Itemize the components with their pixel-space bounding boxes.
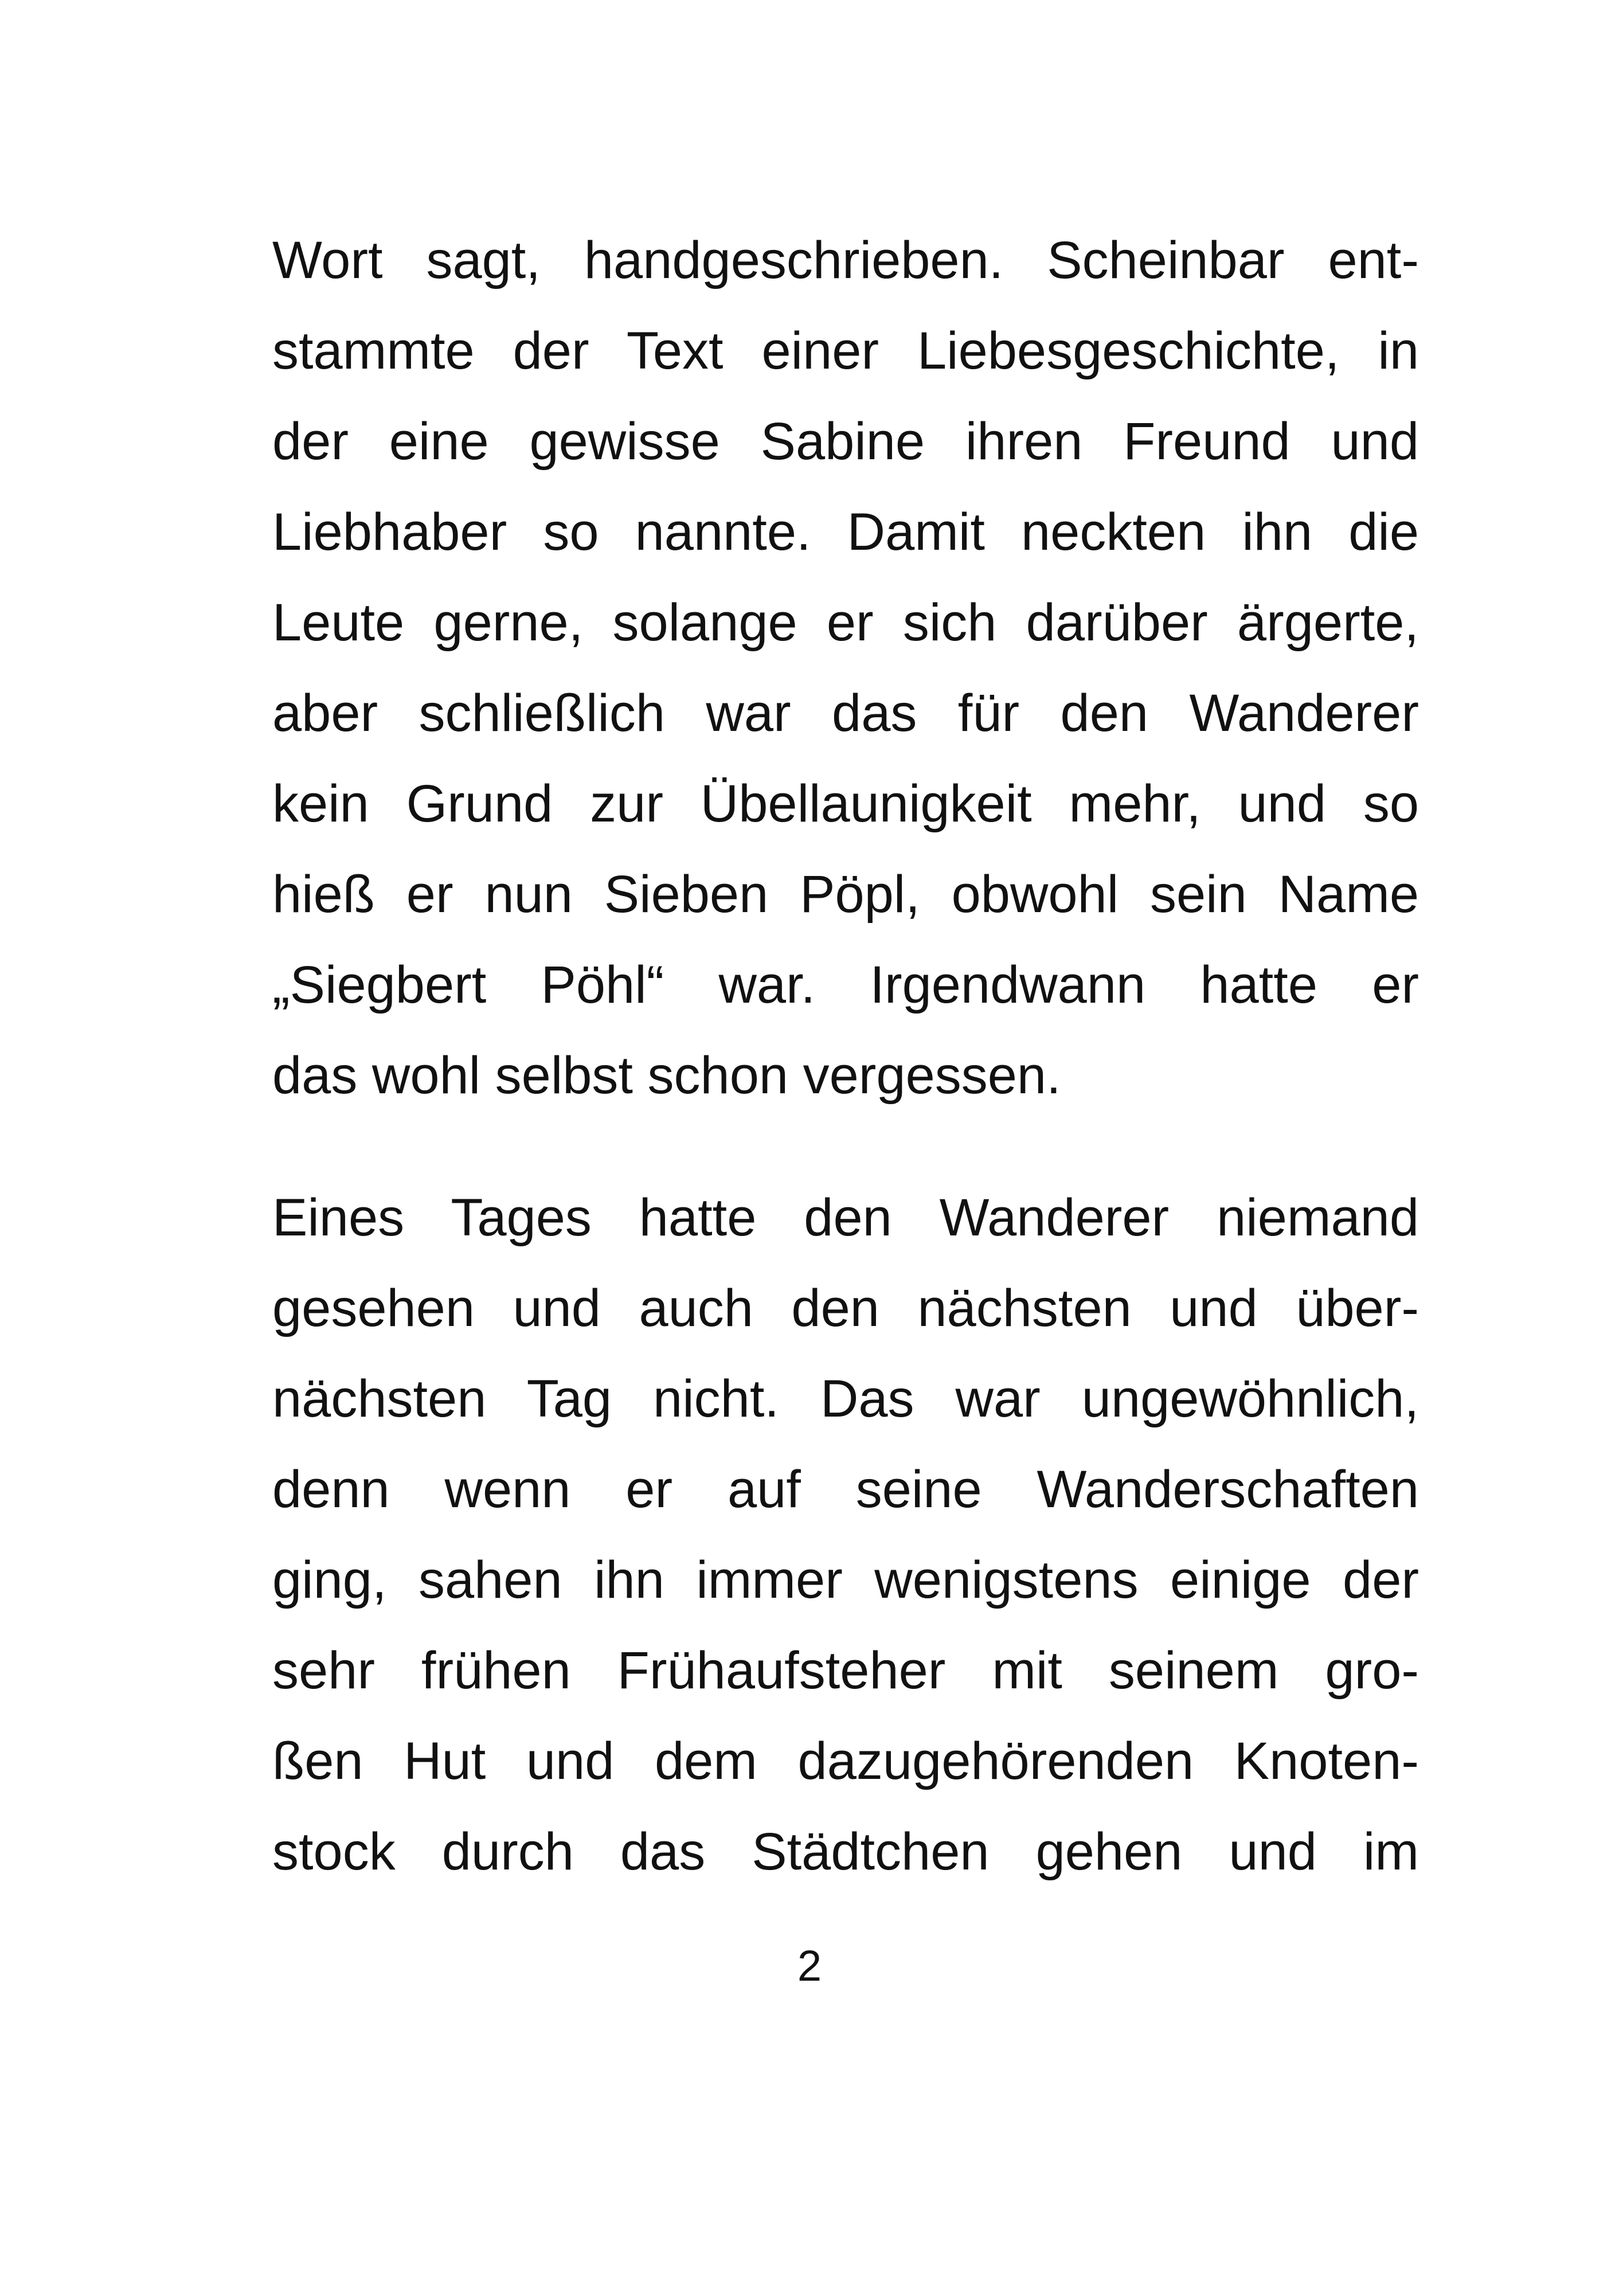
page-number: 2 bbox=[797, 1942, 822, 1990]
text-line: kein Grund zur Übellaunigkeit mehr, und so bbox=[272, 775, 1419, 833]
text-line: nächsten Tag nicht. Das war ungewöhnlich, bbox=[272, 1370, 1419, 1428]
text-line: gesehen und auch den nächsten und über- bbox=[272, 1279, 1419, 1337]
text-line: Eines Tages hatte den Wanderer niemand bbox=[272, 1188, 1419, 1247]
text-line: stammte der Text einer Liebesgeschichte, in bbox=[272, 322, 1419, 380]
text-line: sehr frühen Frühaufsteher mit seinem gro- bbox=[272, 1641, 1419, 1700]
paragraph-1 bbox=[272, 215, 1419, 1121]
text-line: aber schließlich war das für den Wanderer bbox=[272, 684, 1419, 742]
text-line: ßen Hut und dem dazugehörenden Knoten- bbox=[272, 1732, 1419, 1790]
text-line: hieß er nun Sieben Pöpl, obwohl sein Name bbox=[272, 865, 1419, 924]
text-line: Leute gerne, solange er sich darüber ärgerte, bbox=[272, 593, 1419, 652]
text-line: „Siegbert Pöhl“ war. Irgendwann hatte er bbox=[272, 956, 1419, 1014]
paragraph-2 bbox=[272, 1172, 1419, 1897]
text-line: ging, sahen ihn immer wenigstens einige der bbox=[272, 1551, 1419, 1609]
text-line: Liebhaber so nannte. Damit neckten ihn die bbox=[272, 503, 1419, 561]
text-line: das wohl selbst schon vergessen. bbox=[272, 1046, 1061, 1105]
text-line: denn wenn er auf seine Wanderschaften bbox=[272, 1460, 1419, 1519]
text-line: stock durch das Städtchen gehen und im bbox=[272, 1822, 1419, 1881]
text-line: der eine gewisse Sabine ihren Freund und bbox=[272, 412, 1419, 471]
text-line: Wort sagt, handgeschrieben. Scheinbar ent- bbox=[272, 231, 1419, 290]
